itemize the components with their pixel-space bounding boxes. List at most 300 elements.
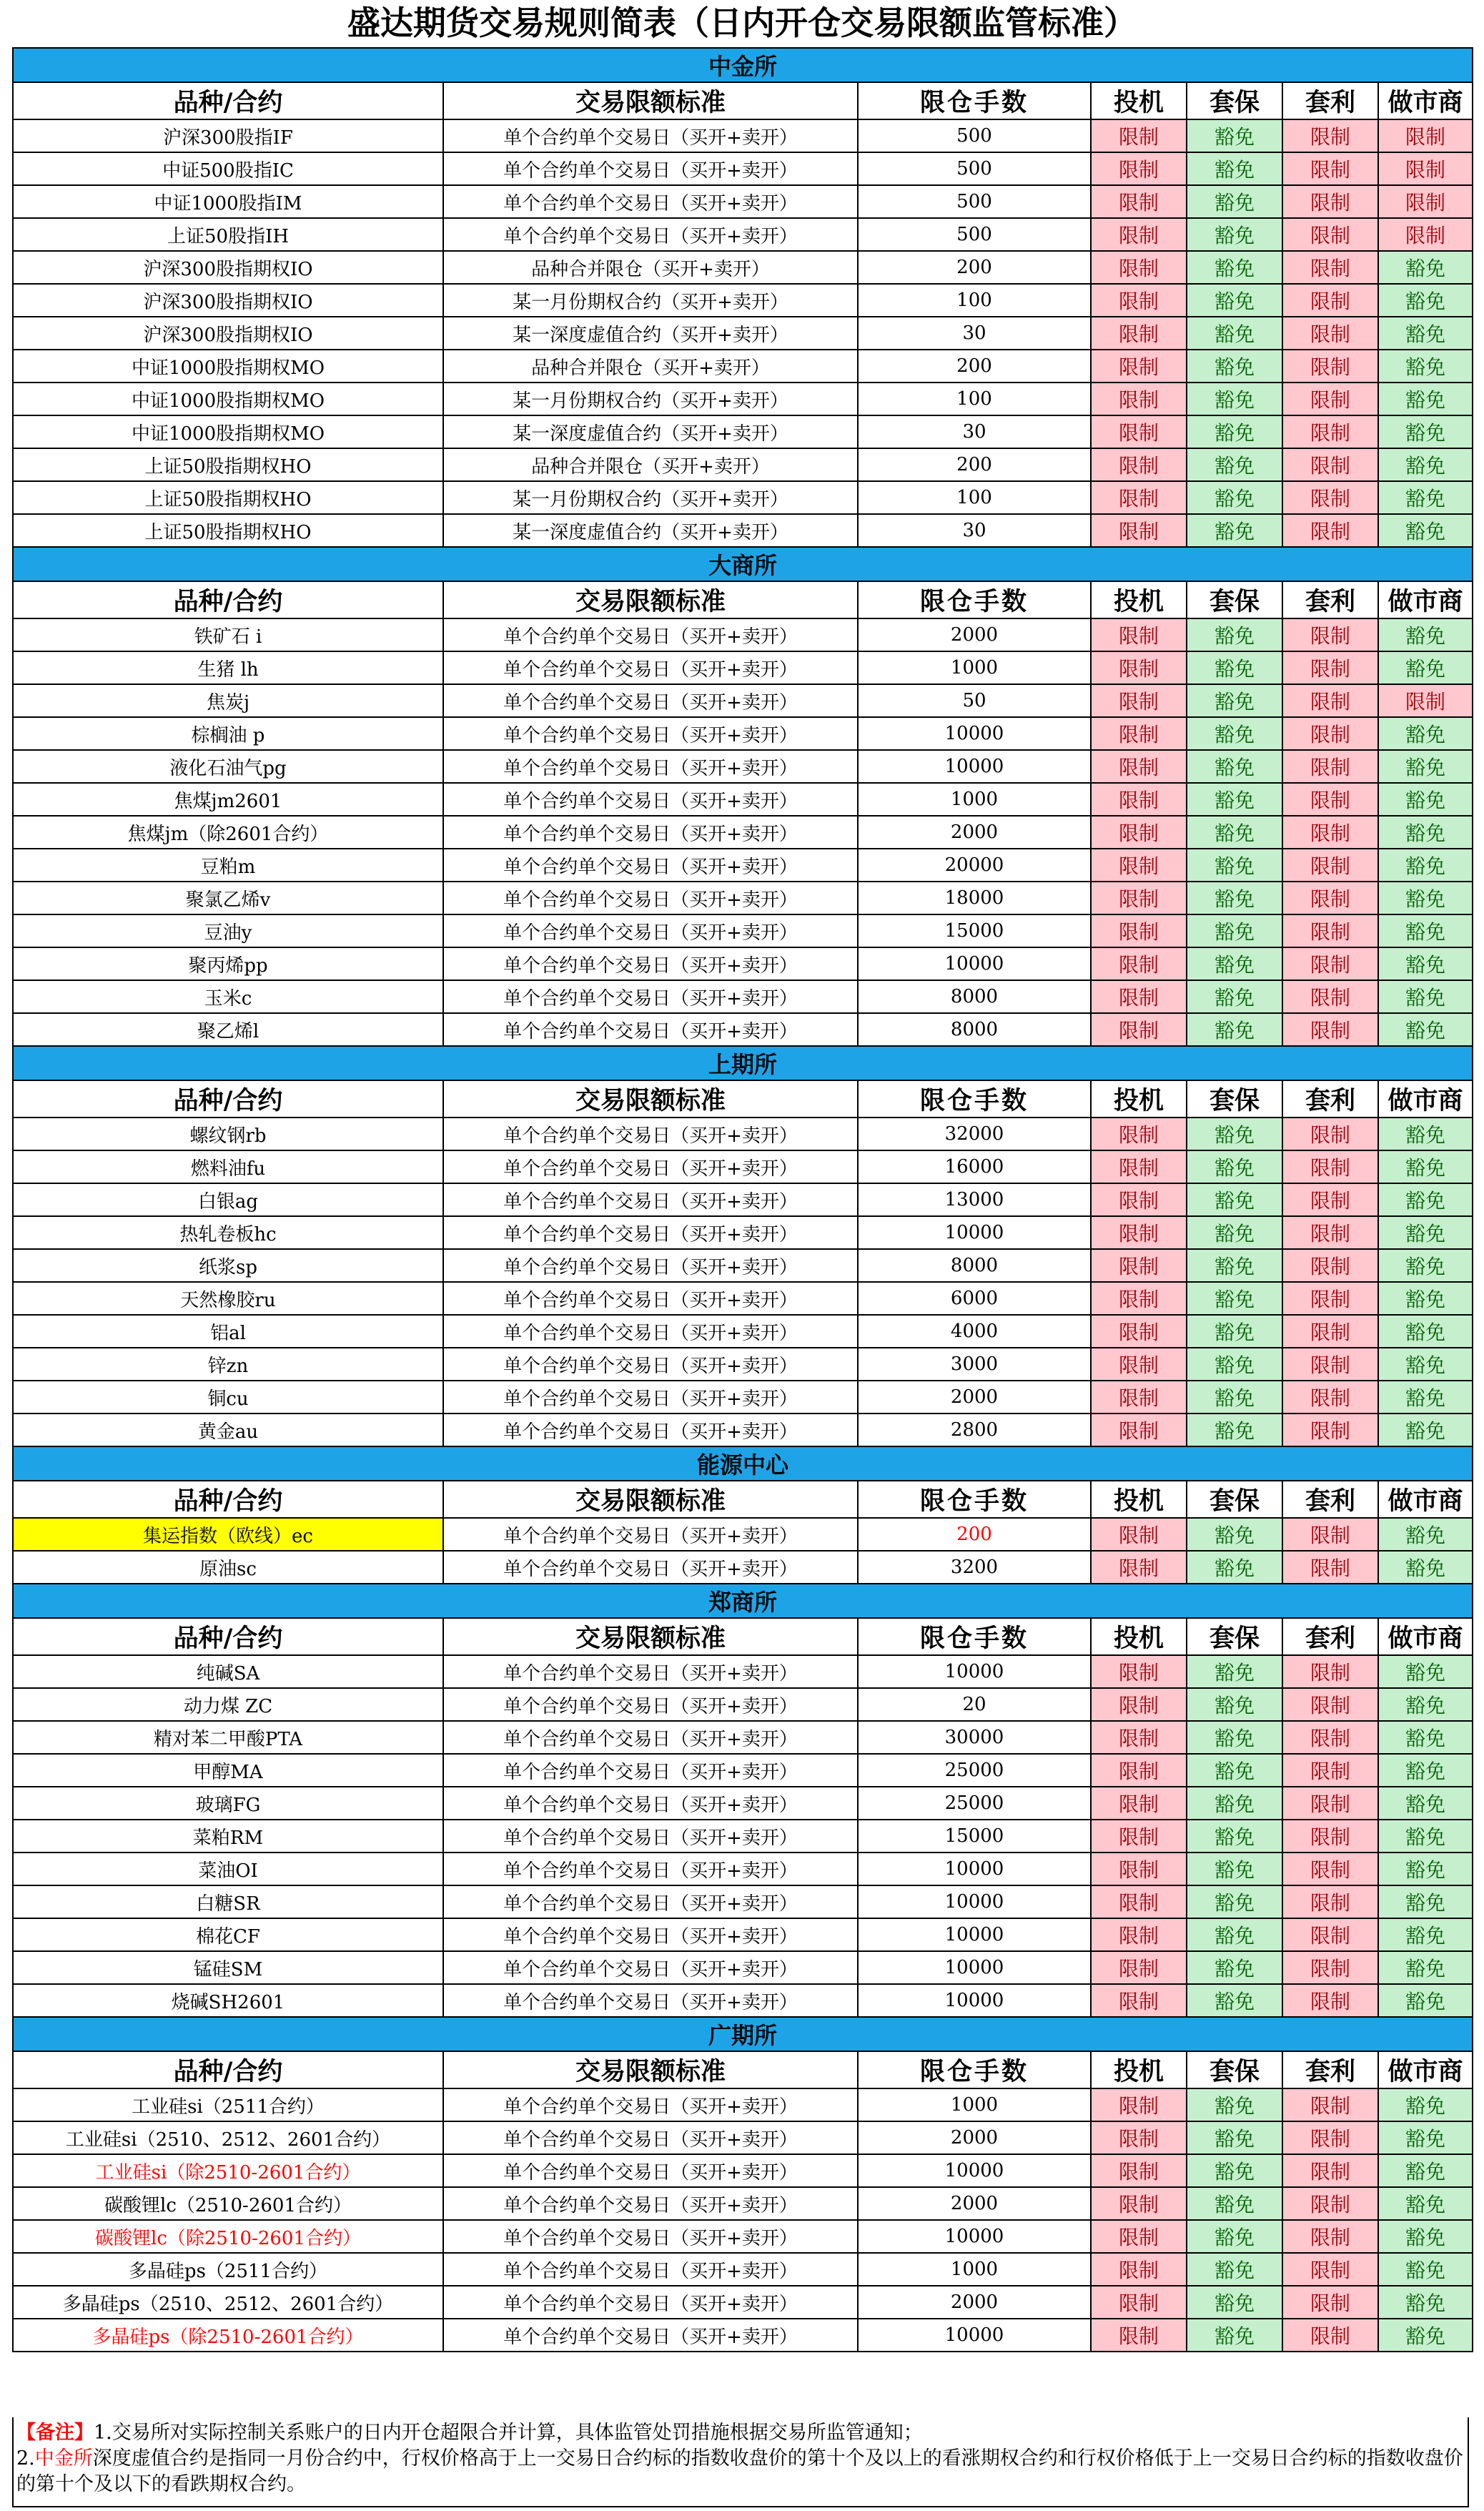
standard-cell: 单个合约单个交易日（买开+卖开）: [443, 1820, 858, 1853]
speculation-status: 限制: [1091, 1984, 1187, 2017]
remarks-line-2: [16, 2446, 1468, 2497]
arbitrage-status: 限制: [1282, 1150, 1378, 1183]
limit-cell: 16000: [858, 1150, 1091, 1183]
table-row: [13, 251, 1473, 284]
header-standard: 交易限额标准: [443, 82, 858, 119]
hedge-status: 豁免: [1187, 415, 1282, 448]
table-row: [13, 1518, 1473, 1551]
remarks-text-1: 1.交易所对实际控制关系账户的日内开仓超限合并计算，具体监管处罚措施根据交易所监管通知；: [94, 2422, 923, 2444]
section-row: [13, 1446, 1473, 1481]
hedge-status: 豁免: [1187, 1820, 1282, 1853]
variety-cell: 锌zn: [13, 1348, 443, 1381]
standard-cell: 单个合约单个交易日（买开+卖开）: [443, 783, 858, 816]
hedge-status: 豁免: [1187, 2154, 1282, 2187]
limit-cell: 500: [858, 185, 1091, 218]
limit-cell: 2800: [858, 1414, 1091, 1446]
speculation-status: 限制: [1091, 882, 1187, 914]
variety-cell: 棉花CF: [13, 1918, 443, 1951]
header-market-maker: 做市商: [1378, 2051, 1473, 2088]
standard-cell: 单个合约单个交易日（买开+卖开）: [443, 816, 858, 849]
market-maker-status: 豁免: [1378, 980, 1473, 1013]
standard-cell: 单个合约单个交易日（买开+卖开）: [443, 651, 858, 684]
standard-cell: 单个合约单个交易日（买开+卖开）: [443, 1518, 858, 1551]
header-hedge: 套保: [1187, 82, 1282, 119]
arbitrage-status: 限制: [1282, 481, 1378, 514]
limit-cell: 10000: [858, 2220, 1091, 2253]
standard-cell: 单个合约单个交易日（买开+卖开）: [443, 1216, 858, 1249]
arbitrage-status: 限制: [1282, 816, 1378, 849]
speculation-status: 限制: [1091, 2187, 1187, 2220]
market-maker-status: 豁免: [1378, 2121, 1473, 2154]
header-standard: 交易限额标准: [443, 1080, 858, 1118]
hedge-status: 豁免: [1187, 185, 1282, 218]
hedge-status: 豁免: [1187, 284, 1282, 317]
header-arbitrage: 套利: [1282, 1481, 1378, 1518]
hedge-status: 豁免: [1187, 783, 1282, 816]
standard-cell: 单个合约单个交易日（买开+卖开）: [443, 1381, 858, 1414]
arbitrage-status: 限制: [1282, 218, 1378, 251]
variety-cell: 中证1000股指期权MO: [13, 350, 443, 383]
variety-cell: 上证50股指期权HO: [13, 514, 443, 547]
table-row: [13, 481, 1473, 514]
table-row: [13, 383, 1473, 415]
hedge-status: 豁免: [1187, 251, 1282, 284]
variety-cell: 聚氯乙烯v: [13, 882, 443, 914]
standard-cell: 某一月份期权合约（买开+卖开）: [443, 284, 858, 317]
speculation-status: 限制: [1091, 750, 1187, 783]
standard-cell: 单个合约单个交易日（买开+卖开）: [443, 1885, 858, 1918]
limit-cell: 30: [858, 317, 1091, 350]
variety-cell: 多晶硅ps（除2510-2601合约）: [13, 2319, 443, 2352]
header-limit: 限仓手数: [858, 82, 1091, 119]
speculation-status: 限制: [1091, 152, 1187, 185]
arbitrage-status: 限制: [1282, 1183, 1378, 1216]
market-maker-status: 豁免: [1378, 914, 1473, 947]
standard-cell: 单个合约单个交易日（买开+卖开）: [443, 152, 858, 185]
speculation-status: 限制: [1091, 2286, 1187, 2319]
remarks-exchange: 中金所: [34, 2447, 93, 2470]
variety-cell: 碳酸锂lc（除2510-2601合约）: [13, 2220, 443, 2253]
market-maker-status: 豁免: [1378, 618, 1473, 651]
hedge-status: 豁免: [1187, 947, 1282, 980]
limit-cell: 2000: [858, 618, 1091, 651]
limit-cell: 20000: [858, 849, 1091, 882]
hedge-status: 豁免: [1187, 1282, 1282, 1315]
speculation-status: 限制: [1091, 2121, 1187, 2154]
market-maker-status: 豁免: [1378, 1918, 1473, 1951]
standard-cell: 单个合约单个交易日（买开+卖开）: [443, 1754, 858, 1787]
table-row: [13, 1820, 1473, 1853]
arbitrage-status: 限制: [1282, 1315, 1378, 1348]
limit-cell: 100: [858, 383, 1091, 415]
limit-cell: 10000: [858, 1853, 1091, 1885]
standard-cell: 品种合并限仓（买开+卖开）: [443, 350, 858, 383]
speculation-status: 限制: [1091, 1853, 1187, 1885]
table-row: [13, 651, 1473, 684]
standard-cell: 单个合约单个交易日（买开+卖开）: [443, 1918, 858, 1951]
market-maker-status: 豁免: [1378, 750, 1473, 783]
column-header-row: [13, 1080, 1473, 1118]
standard-cell: 单个合约单个交易日（买开+卖开）: [443, 684, 858, 717]
hedge-status: 豁免: [1187, 1216, 1282, 1249]
hedge-status: 豁免: [1187, 1348, 1282, 1381]
remarks-text-2: 深度虚值合约是指同一月份合约中，行权价格高于上一交易日合约标的指数收盘价的第十个及以上的看涨期权合约和行权价格低于上一交易日合约标的指数收盘价的第十个及以下的看跌期权合约。: [16, 2447, 1463, 2495]
header-variety: 品种/合约: [13, 1618, 443, 1655]
arbitrage-status: 限制: [1282, 2121, 1378, 2154]
limit-cell: 500: [858, 152, 1091, 185]
standard-cell: 单个合约单个交易日（买开+卖开）: [443, 980, 858, 1013]
standard-cell: 单个合约单个交易日（买开+卖开）: [443, 914, 858, 947]
limit-cell: 10000: [858, 1655, 1091, 1688]
speculation-status: 限制: [1091, 1951, 1187, 1984]
arbitrage-status: 限制: [1282, 1787, 1378, 1820]
variety-cell: 集运指数（欧线）ec: [13, 1518, 443, 1551]
table-row: [13, 2253, 1473, 2286]
market-maker-status: 限制: [1378, 185, 1473, 218]
market-maker-status: 豁免: [1378, 383, 1473, 415]
table-row: [13, 849, 1473, 882]
speculation-status: 限制: [1091, 1216, 1187, 1249]
arbitrage-status: 限制: [1282, 284, 1378, 317]
header-variety: 品种/合约: [13, 581, 443, 618]
header-variety: 品种/合约: [13, 1080, 443, 1118]
table-row: [13, 684, 1473, 717]
hedge-status: 豁免: [1187, 152, 1282, 185]
table-row: [13, 1183, 1473, 1216]
section-title: 大商所: [13, 547, 1473, 581]
section-row: [13, 2017, 1473, 2051]
speculation-status: 限制: [1091, 1721, 1187, 1754]
limit-cell: 15000: [858, 1820, 1091, 1853]
table-row: [13, 448, 1473, 481]
limit-cell: 25000: [858, 1787, 1091, 1820]
speculation-status: 限制: [1091, 448, 1187, 481]
section-row: [13, 1584, 1473, 1618]
table-row: [13, 1655, 1473, 1688]
limit-cell: 10000: [858, 2319, 1091, 2352]
header-limit: 限仓手数: [858, 581, 1091, 618]
section-row: [13, 547, 1473, 581]
market-maker-status: 豁免: [1378, 2253, 1473, 2286]
market-maker-status: 豁免: [1378, 1551, 1473, 1584]
arbitrage-status: 限制: [1282, 1216, 1378, 1249]
speculation-status: 限制: [1091, 1787, 1187, 1820]
header-speculation: 投机: [1091, 1481, 1187, 1518]
arbitrage-status: 限制: [1282, 152, 1378, 185]
table-row: [13, 914, 1473, 947]
hedge-status: 豁免: [1187, 1414, 1282, 1446]
arbitrage-status: 限制: [1282, 1918, 1378, 1951]
table-row: [13, 1787, 1473, 1820]
variety-cell: 工业硅si（除2510-2601合约）: [13, 2154, 443, 2187]
speculation-status: 限制: [1091, 251, 1187, 284]
limit-cell: 10000: [858, 717, 1091, 750]
standard-cell: 单个合约单个交易日（买开+卖开）: [443, 882, 858, 914]
table-row: [13, 2286, 1473, 2319]
variety-cell: 聚乙烯l: [13, 1013, 443, 1046]
arbitrage-status: 限制: [1282, 618, 1378, 651]
variety-cell: 天然橡胶ru: [13, 1282, 443, 1315]
market-maker-status: 豁免: [1378, 882, 1473, 914]
speculation-status: 限制: [1091, 1013, 1187, 1046]
market-maker-status: 豁免: [1378, 448, 1473, 481]
section-row: [13, 48, 1473, 82]
arbitrage-status: 限制: [1282, 684, 1378, 717]
speculation-status: 限制: [1091, 284, 1187, 317]
market-maker-status: 豁免: [1378, 1688, 1473, 1721]
hedge-status: 豁免: [1187, 1754, 1282, 1787]
variety-cell: 焦炭j: [13, 684, 443, 717]
section-row: [13, 1046, 1473, 1080]
arbitrage-status: 限制: [1282, 2088, 1378, 2121]
header-speculation: 投机: [1091, 581, 1187, 618]
market-maker-status: 豁免: [1378, 1721, 1473, 1754]
speculation-status: 限制: [1091, 2253, 1187, 2286]
speculation-status: 限制: [1091, 119, 1187, 152]
header-market-maker: 做市商: [1378, 82, 1473, 119]
limit-cell: 15000: [858, 914, 1091, 947]
market-maker-status: 豁免: [1378, 2286, 1473, 2319]
hedge-status: 豁免: [1187, 1183, 1282, 1216]
table-row: [13, 514, 1473, 547]
standard-cell: 单个合约单个交易日（买开+卖开）: [443, 1951, 858, 1984]
table-row: [13, 1984, 1473, 2017]
market-maker-status: 豁免: [1378, 1655, 1473, 1688]
arbitrage-status: 限制: [1282, 1282, 1378, 1315]
variety-cell: 焦煤jm2601: [13, 783, 443, 816]
page-title: 盛达期货交易规则简表（日内开仓交易限额监管标准）: [347, 4, 1137, 42]
market-maker-status: 豁免: [1378, 1951, 1473, 1984]
table-row: [13, 1249, 1473, 1282]
limit-cell: 8000: [858, 1013, 1091, 1046]
hedge-status: 豁免: [1187, 1013, 1282, 1046]
standard-cell: 单个合约单个交易日（买开+卖开）: [443, 2088, 858, 2121]
variety-cell: 黄金au: [13, 1414, 443, 1446]
speculation-status: 限制: [1091, 2220, 1187, 2253]
header-market-maker: 做市商: [1378, 581, 1473, 618]
hedge-status: 豁免: [1187, 1853, 1282, 1885]
header-hedge: 套保: [1187, 2051, 1282, 2088]
standard-cell: 单个合约单个交易日（买开+卖开）: [443, 2286, 858, 2319]
speculation-status: 限制: [1091, 1414, 1187, 1446]
header-arbitrage: 套利: [1282, 581, 1378, 618]
arbitrage-status: 限制: [1282, 1721, 1378, 1754]
table-row: [13, 185, 1473, 218]
market-maker-status: 豁免: [1378, 1216, 1473, 1249]
speculation-status: 限制: [1091, 849, 1187, 882]
variety-cell: 豆油y: [13, 914, 443, 947]
variety-cell: 菜油OI: [13, 1853, 443, 1885]
limit-cell: 100: [858, 284, 1091, 317]
hedge-status: 豁免: [1187, 882, 1282, 914]
remarks-number-2: 2.: [16, 2447, 35, 2470]
variety-cell: 沪深300股指期权IO: [13, 317, 443, 350]
limit-cell: 8000: [858, 980, 1091, 1013]
variety-cell: 原油sc: [13, 1551, 443, 1584]
arbitrage-status: 限制: [1282, 1118, 1378, 1150]
arbitrage-status: 限制: [1282, 415, 1378, 448]
speculation-status: 限制: [1091, 1820, 1187, 1853]
speculation-status: 限制: [1091, 383, 1187, 415]
hedge-status: 豁免: [1187, 514, 1282, 547]
market-maker-status: 豁免: [1378, 1885, 1473, 1918]
table-row: [13, 1150, 1473, 1183]
table-row: [13, 1754, 1473, 1787]
market-maker-status: 豁免: [1378, 1249, 1473, 1282]
limit-cell: 10000: [858, 1951, 1091, 1984]
standard-cell: 单个合约单个交易日（买开+卖开）: [443, 1688, 858, 1721]
variety-cell: 上证50股指IH: [13, 218, 443, 251]
variety-cell: 中证1000股指期权MO: [13, 415, 443, 448]
remarks: [12, 2417, 1469, 2507]
table-row: [13, 2154, 1473, 2187]
market-maker-status: 豁免: [1378, 1118, 1473, 1150]
variety-cell: 锰硅SM: [13, 1951, 443, 1984]
limit-cell: 1000: [858, 651, 1091, 684]
market-maker-status: 豁免: [1378, 1787, 1473, 1820]
speculation-status: 限制: [1091, 481, 1187, 514]
speculation-status: 限制: [1091, 218, 1187, 251]
variety-cell: 中证500股指IC: [13, 152, 443, 185]
speculation-status: 限制: [1091, 947, 1187, 980]
speculation-status: 限制: [1091, 1885, 1187, 1918]
limit-cell: 6000: [858, 1282, 1091, 1315]
arbitrage-status: 限制: [1282, 185, 1378, 218]
standard-cell: 某一深度虚值合约（买开+卖开）: [443, 514, 858, 547]
speculation-status: 限制: [1091, 684, 1187, 717]
header-variety: 品种/合约: [13, 1481, 443, 1518]
hedge-status: 豁免: [1187, 2253, 1282, 2286]
limit-cell: 200: [858, 251, 1091, 284]
table-row: [13, 2088, 1473, 2121]
standard-cell: 单个合约单个交易日（买开+卖开）: [443, 1348, 858, 1381]
hedge-status: 豁免: [1187, 651, 1282, 684]
limit-cell: 25000: [858, 1754, 1091, 1787]
market-maker-status: 豁免: [1378, 2220, 1473, 2253]
variety-cell: 动力煤 ZC: [13, 1688, 443, 1721]
variety-cell: 白银ag: [13, 1183, 443, 1216]
header-standard: 交易限额标准: [443, 2051, 858, 2088]
variety-cell: 工业硅si（2510、2512、2601合约）: [13, 2121, 443, 2154]
limit-cell: 30: [858, 415, 1091, 448]
hedge-status: 豁免: [1187, 914, 1282, 947]
header-standard: 交易限额标准: [443, 1481, 858, 1518]
table-row: [13, 1282, 1473, 1315]
hedge-status: 豁免: [1187, 2286, 1282, 2319]
market-maker-status: 豁免: [1378, 415, 1473, 448]
hedge-status: 豁免: [1187, 1951, 1282, 1984]
variety-cell: 沪深300股指期权IO: [13, 284, 443, 317]
arbitrage-status: 限制: [1282, 783, 1378, 816]
limit-cell: 10000: [858, 1918, 1091, 1951]
standard-cell: 单个合约单个交易日（买开+卖开）: [443, 1721, 858, 1754]
header-hedge: 套保: [1187, 1080, 1282, 1118]
market-maker-status: 豁免: [1378, 1820, 1473, 1853]
market-maker-status: 豁免: [1378, 2088, 1473, 2121]
standard-cell: 单个合约单个交易日（买开+卖开）: [443, 1315, 858, 1348]
limit-cell: 200: [858, 448, 1091, 481]
header-standard: 交易限额标准: [443, 581, 858, 618]
standard-cell: 单个合约单个交易日（买开+卖开）: [443, 1787, 858, 1820]
variety-cell: 精对苯二甲酸PTA: [13, 1721, 443, 1754]
hedge-status: 豁免: [1187, 618, 1282, 651]
header-hedge: 套保: [1187, 1618, 1282, 1655]
arbitrage-status: 限制: [1282, 1348, 1378, 1381]
standard-cell: 单个合约单个交易日（买开+卖开）: [443, 1984, 858, 2017]
variety-cell: 焦煤jm（除2601合约）: [13, 816, 443, 849]
market-maker-status: 豁免: [1378, 1013, 1473, 1046]
standard-cell: 某一月份期权合约（买开+卖开）: [443, 383, 858, 415]
standard-cell: 单个合约单个交易日（买开+卖开）: [443, 2187, 858, 2220]
table-row: [13, 1118, 1473, 1150]
hedge-status: 豁免: [1187, 2319, 1282, 2352]
table-row: [13, 1853, 1473, 1885]
arbitrage-status: 限制: [1282, 1249, 1378, 1282]
arbitrage-status: 限制: [1282, 750, 1378, 783]
hedge-status: 豁免: [1187, 2187, 1282, 2220]
market-maker-status: 豁免: [1378, 317, 1473, 350]
market-maker-status: 限制: [1378, 218, 1473, 251]
arbitrage-status: 限制: [1282, 1951, 1378, 1984]
hedge-status: 豁免: [1187, 481, 1282, 514]
market-maker-status: 豁免: [1378, 717, 1473, 750]
limit-cell: 30000: [858, 1721, 1091, 1754]
market-maker-status: 豁免: [1378, 2319, 1473, 2352]
hedge-status: 豁免: [1187, 750, 1282, 783]
limit-cell: 500: [858, 218, 1091, 251]
table-row: [13, 1315, 1473, 1348]
speculation-status: 限制: [1091, 1518, 1187, 1551]
arbitrage-status: 限制: [1282, 1754, 1378, 1787]
hedge-status: 豁免: [1187, 1249, 1282, 1282]
variety-cell: 螺纹钢rb: [13, 1118, 443, 1150]
section-title: 能源中心: [13, 1446, 1473, 1481]
standard-cell: 品种合并限仓（买开+卖开）: [443, 251, 858, 284]
header-hedge: 套保: [1187, 581, 1282, 618]
header-arbitrage: 套利: [1282, 1618, 1378, 1655]
speculation-status: 限制: [1091, 783, 1187, 816]
arbitrage-status: 限制: [1282, 2220, 1378, 2253]
variety-cell: 多晶硅ps（2511合约）: [13, 2253, 443, 2286]
table-row: [13, 350, 1473, 383]
limit-cell: 50: [858, 684, 1091, 717]
limit-cell: 2000: [858, 1381, 1091, 1414]
arbitrage-status: 限制: [1282, 1655, 1378, 1688]
arbitrage-status: 限制: [1282, 350, 1378, 383]
header-limit: 限仓手数: [858, 1618, 1091, 1655]
market-maker-status: 豁免: [1378, 1754, 1473, 1787]
table-row: [13, 1381, 1473, 1414]
arbitrage-status: 限制: [1282, 1518, 1378, 1551]
limit-cell: 32000: [858, 1118, 1091, 1150]
table-row: [13, 415, 1473, 448]
hedge-status: 豁免: [1187, 1118, 1282, 1150]
limit-cell: 10000: [858, 750, 1091, 783]
limit-cell: 1000: [858, 2253, 1091, 2286]
header-arbitrage: 套利: [1282, 82, 1378, 119]
market-maker-status: 豁免: [1378, 849, 1473, 882]
speculation-status: 限制: [1091, 1183, 1187, 1216]
header-speculation: 投机: [1091, 1080, 1187, 1118]
limit-cell: 30: [858, 514, 1091, 547]
standard-cell: 单个合约单个交易日（买开+卖开）: [443, 2253, 858, 2286]
table-row: [13, 1885, 1473, 1918]
hedge-status: 豁免: [1187, 1721, 1282, 1754]
variety-cell: 棕榈油 p: [13, 717, 443, 750]
standard-cell: 单个合约单个交易日（买开+卖开）: [443, 2121, 858, 2154]
hedge-status: 豁免: [1187, 448, 1282, 481]
market-maker-status: 豁免: [1378, 284, 1473, 317]
